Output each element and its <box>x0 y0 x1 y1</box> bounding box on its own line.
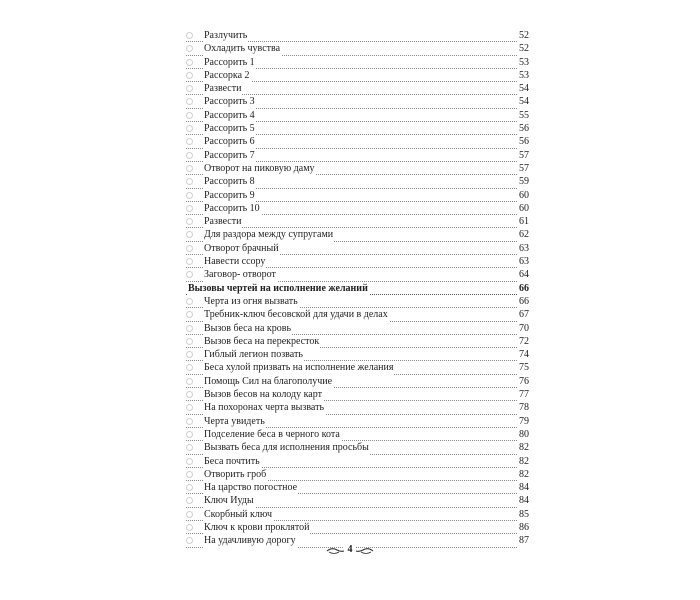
bullet-circle-icon <box>186 418 193 425</box>
toc-entry-title: Помощь Сил на благополучие <box>204 375 333 387</box>
toc-entry-title: Требник-ключ бесовской для удачи в делах <box>204 309 388 321</box>
toc-entry <box>186 255 529 268</box>
toc-entry-page: 52 <box>519 30 529 41</box>
bullet-circle-icon <box>186 271 193 278</box>
bullet-circle-icon <box>186 98 193 105</box>
toc-entry-title: Рассорить 9 <box>204 189 255 201</box>
bullet-circle-icon <box>186 45 193 52</box>
toc-entry-title: Ключ к крови проклятой <box>204 521 310 533</box>
toc-entry-title: Развести <box>204 83 242 95</box>
toc-entry-title: Рассорить 4 <box>204 109 255 121</box>
toc-entry-title: Навести ссору <box>204 256 266 268</box>
toc-entry-page: 63 <box>519 242 529 254</box>
toc-entry-title: Отворот на пиковую даму <box>204 162 315 174</box>
toc-entry <box>186 481 529 494</box>
toc-entry-title: Отворить гроб <box>204 468 267 480</box>
toc-entry-title: Заговор- отворот <box>204 269 276 281</box>
bullet-circle-icon <box>186 511 193 518</box>
toc-entry-title: Беса почтить <box>204 455 260 467</box>
toc-entry-page: 66 <box>519 282 529 294</box>
bullet-circle-icon <box>186 524 193 531</box>
bullet-circle-icon <box>186 484 193 491</box>
bullet-circle-icon <box>186 497 193 504</box>
toc-entry <box>186 29 529 42</box>
toc-entry-page: 54 <box>519 96 529 108</box>
toc-entry <box>186 162 529 175</box>
toc-entry-page: 84 <box>519 495 529 507</box>
toc-entry <box>186 202 529 215</box>
toc-entry-page: 54 <box>519 83 529 95</box>
toc-entry-page: 60 <box>519 189 529 201</box>
toc-entry-title: Подселение беса в черного кота <box>204 428 340 440</box>
bullet-circle-icon <box>186 444 193 451</box>
toc-entry-title: Рассорить 8 <box>204 176 255 188</box>
bullet-circle-icon <box>186 152 193 159</box>
toc-entry-page: 56 <box>519 136 529 148</box>
toc-entry-page: 53 <box>519 69 529 81</box>
toc-entry-page: 85 <box>519 508 529 520</box>
toc-entry <box>186 228 529 241</box>
bullet-circle-icon <box>186 364 193 371</box>
toc-entry <box>186 242 529 255</box>
bullet-circle-icon <box>186 245 193 252</box>
toc-entry-title: Вызов беса на перекресток <box>204 335 320 347</box>
bullet-circle-icon <box>186 458 193 465</box>
toc-entry-page: 77 <box>519 389 529 401</box>
toc-entry <box>186 415 529 428</box>
toc-entry-title: Для раздора между супругами <box>204 229 334 241</box>
bullet-circle-icon <box>186 471 193 478</box>
toc-entry <box>186 308 529 321</box>
toc-entry-page: 62 <box>519 229 529 241</box>
toc-entry-page: 63 <box>519 256 529 268</box>
toc-entry <box>186 56 529 69</box>
toc-entry-page: 84 <box>519 482 529 494</box>
bullet-circle-icon <box>186 325 193 332</box>
toc-entry-page: 78 <box>519 402 529 414</box>
toc-entry-title: Разлучить <box>204 30 248 41</box>
toc-entry <box>186 441 529 454</box>
toc-entry <box>186 42 529 55</box>
toc-entry <box>186 361 529 374</box>
toc-entry-page: 79 <box>519 415 529 427</box>
toc-entry-title: Беса хулой призвать на исполнение желания <box>204 362 394 374</box>
toc-entry-title: Ключ Иуды <box>204 495 254 507</box>
toc-entry-page: 61 <box>519 216 529 228</box>
toc-entry <box>186 82 529 95</box>
toc-entry-title: Рассорить 7 <box>204 149 255 161</box>
toc-entry <box>186 455 529 468</box>
bullet-circle-icon <box>186 338 193 345</box>
toc-entry-page: 80 <box>519 428 529 440</box>
toc-entry <box>186 508 529 521</box>
toc-entry-title: Рассорка 2 <box>204 69 250 81</box>
toc-entry <box>186 215 529 228</box>
toc-entry <box>186 428 529 441</box>
toc-entry <box>186 189 529 202</box>
toc-entry-page: 57 <box>519 162 529 174</box>
bullet-circle-icon <box>186 431 193 438</box>
toc-entry <box>186 135 529 148</box>
toc-entry-title: Вызов бесов на колоду карт <box>204 389 322 401</box>
toc-entry-page: 60 <box>519 202 529 214</box>
bullet-circle-icon <box>186 192 193 199</box>
toc-entry-page: 64 <box>519 269 529 281</box>
toc-entry <box>186 109 529 122</box>
toc-entry <box>186 521 529 534</box>
toc-entry <box>186 348 529 361</box>
toc-entry <box>186 69 529 82</box>
bullet-circle-icon <box>186 298 193 305</box>
bullet-circle-icon <box>186 311 193 318</box>
toc-entry-page: 56 <box>519 123 529 135</box>
toc-entry <box>186 268 529 281</box>
toc-entry <box>186 322 529 335</box>
bullet-circle-icon <box>186 205 193 212</box>
toc-entry-page: 55 <box>519 109 529 121</box>
toc-entry-title: Вызов беса на кровь <box>204 322 292 334</box>
toc-entry-page: 75 <box>519 362 529 374</box>
toc-entry <box>186 295 529 308</box>
toc-entry-title: Рассорить 3 <box>204 96 255 108</box>
bullet-circle-icon <box>186 138 193 145</box>
toc-entry-page: 86 <box>519 521 529 533</box>
bullet-circle-icon <box>186 258 193 265</box>
toc-entry-title: Рассорить 6 <box>204 136 255 148</box>
bullet-circle-icon <box>186 59 193 66</box>
toc-entry-title: Рассорить 5 <box>204 123 255 135</box>
toc-entry-title: Охладить чувства <box>204 43 281 55</box>
toc-entry <box>186 401 529 414</box>
bullet-circle-icon <box>186 351 193 358</box>
toc-entry-title: Черта увидеть <box>204 415 265 427</box>
toc-entry-page: 87 <box>519 535 529 547</box>
toc-entry-title: На похоронах черта вызвать <box>204 402 325 414</box>
table-of-contents <box>186 29 529 548</box>
toc-entry-page: 82 <box>519 442 529 454</box>
toc-entry-title: Рассорить 10 <box>204 202 260 214</box>
toc-entry-page: 53 <box>519 56 529 68</box>
bullet-circle-icon <box>186 391 193 398</box>
toc-entry <box>186 122 529 135</box>
page-footer-ornament <box>326 545 374 557</box>
bullet-circle-icon <box>186 231 193 238</box>
toc-entry <box>186 375 529 388</box>
toc-entry <box>186 494 529 507</box>
toc-entry-title: Черта из огня вызвать <box>204 295 298 307</box>
toc-entry <box>186 95 529 108</box>
toc-entry-title: Вызовы чертей на исполнение желаний <box>188 282 368 294</box>
toc-entry-page: 57 <box>519 149 529 161</box>
toc-entry-title: Рассорить 1 <box>204 56 255 68</box>
bullet-circle-icon <box>186 32 193 39</box>
toc-entry-page: 74 <box>519 349 529 361</box>
toc-entry-title: Скорбный ключ <box>204 508 272 520</box>
toc-entry-title: Гиблый легион позвать <box>204 349 303 361</box>
toc-entry-title: Развести <box>204 216 242 228</box>
page-number: 4 <box>344 544 356 556</box>
bullet-circle-icon <box>186 112 193 119</box>
bullet-circle-icon <box>186 218 193 225</box>
toc-entry-title: Вызвать беса для исполнения просьбы <box>204 442 369 454</box>
bullet-circle-icon <box>186 378 193 385</box>
toc-entry <box>186 149 529 162</box>
toc-entry-title: На удачливую дорогу <box>204 535 296 547</box>
toc-entry <box>186 335 529 348</box>
toc-section-heading <box>186 282 529 295</box>
toc-entry-page: 67 <box>519 309 529 321</box>
toc-entry-title: На царство погостное <box>204 482 298 494</box>
bullet-circle-icon <box>186 178 193 185</box>
toc-entry <box>186 468 529 481</box>
toc-entry-page: 70 <box>519 322 529 334</box>
bullet-circle-icon <box>186 85 193 92</box>
toc-entry-page: 72 <box>519 335 529 347</box>
toc-entry-page: 76 <box>519 375 529 387</box>
toc-entry-page: 52 <box>519 43 529 55</box>
toc-entry-page: 59 <box>519 176 529 188</box>
toc-entry-page: 66 <box>519 295 529 307</box>
toc-entry-page: 82 <box>519 455 529 467</box>
toc-entry-title: Отворот брачный <box>204 242 279 254</box>
bullet-circle-icon <box>186 537 193 544</box>
toc-entry <box>186 175 529 188</box>
bullet-circle-icon <box>186 72 193 79</box>
toc-entry <box>186 388 529 401</box>
bullet-circle-icon <box>186 404 193 411</box>
bullet-circle-icon <box>186 125 193 132</box>
bullet-circle-icon <box>186 165 193 172</box>
toc-entry-page: 82 <box>519 468 529 480</box>
